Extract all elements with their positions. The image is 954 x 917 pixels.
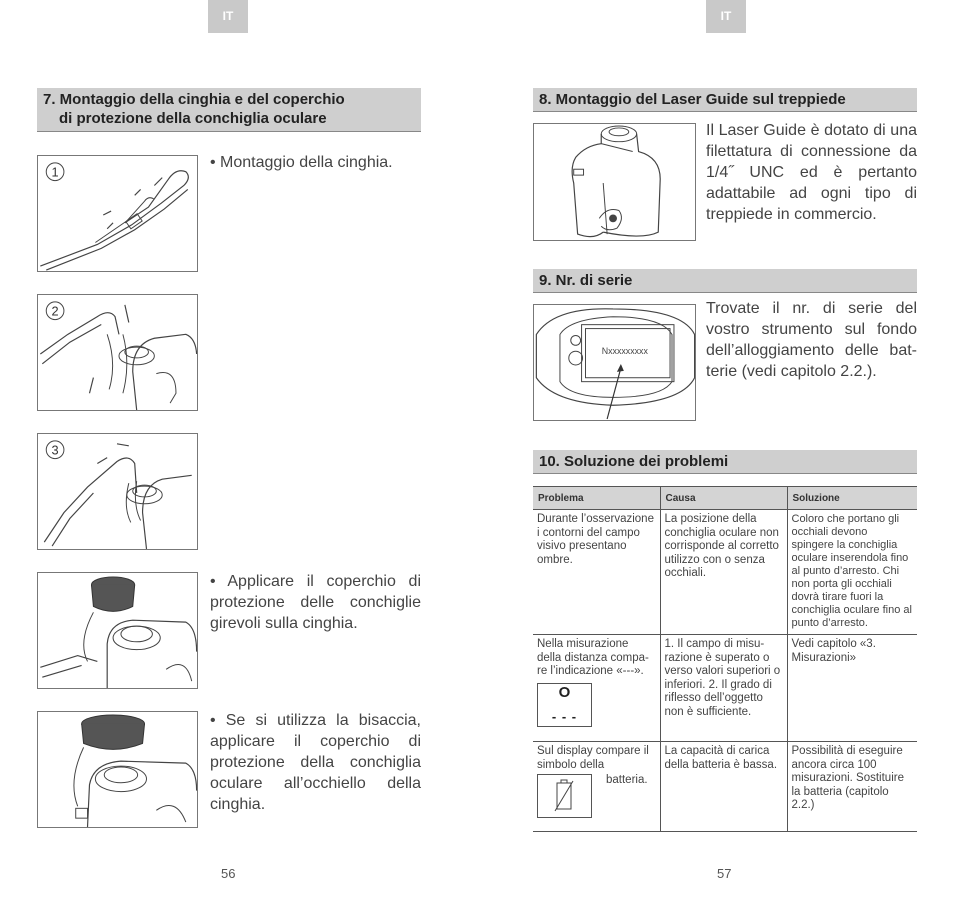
page-number-right: 57 <box>717 866 732 881</box>
header-problem: Problema <box>533 487 660 510</box>
cause-cell: La posizione della conchiglia oculare non corrisponde al corretto utilizzo con o senza occhiali. <box>660 510 787 635</box>
solution-cell: Coloro che portano gli occhiali devono spingere la conchiglia oculare inserendola fino al punto d’arresto. Chi non porta gli occhiali dovrà tirare fuori la conchiglia oculare fino al punto d’arresto. <box>787 510 917 635</box>
bag-cap-illustration <box>38 712 197 827</box>
figure-strap-step-2 <box>37 294 198 411</box>
figure-strap-step-1 <box>37 155 198 272</box>
section-7-title-line1: 7. Montaggio della cinghia e del coperchio <box>43 91 345 108</box>
battery-display-box <box>537 774 592 818</box>
display-o-symbol: O <box>558 683 571 701</box>
header-solution: Soluzione <box>787 487 917 510</box>
table-row <box>533 635 917 742</box>
cause-cell: La capacità di carica della batteria è bassa. <box>660 742 787 832</box>
bag-instruction-text: • Se si utilizza la bisaccia, applicare il coperchio di protezione della conchiglia oculare all’occhiello della cinghia. <box>210 712 421 813</box>
problem-cell <box>533 742 660 832</box>
cause-cell: 1. Il campo di misurazione è superato o verso valori superiori o inferiori. 2. Il grado di riflesso dell’oggetto non è sufficiente. <box>660 635 787 742</box>
step-1-text: • Montaggio della cinghia. <box>210 154 393 171</box>
header-cause: Causa <box>660 487 787 510</box>
strap-illustration-1 <box>38 156 197 271</box>
rangefinder-tripod-illustration <box>534 124 695 240</box>
figure-tripod-mount <box>533 123 696 241</box>
section-8-heading <box>533 88 917 112</box>
table-header-row <box>533 487 917 510</box>
solution-cell: Vedi capitolo «3. Misurazioni» <box>787 635 917 742</box>
solution-cell: Possibilità di eseguire ancora circa 100 misurazioni. Sostituire la batteria (capitolo 2.2.) <box>787 742 917 832</box>
serial-number-label: Nxxxxxxxxx <box>601 346 648 357</box>
section-7-heading <box>37 88 421 132</box>
problem-text-tail: batteria. <box>606 774 648 786</box>
battery-compartment-illustration <box>534 305 695 420</box>
troubleshooting-table <box>533 486 917 832</box>
cap-illustration <box>38 573 197 688</box>
display-readout-box <box>537 683 592 727</box>
section-8-title: 8. Montaggio del Laser Guide sul treppiede <box>539 91 846 108</box>
language-tab-left: IT <box>208 0 248 33</box>
problem-cell <box>533 635 660 742</box>
battery-empty-icon <box>538 775 591 817</box>
section-9-title: 9. Nr. di serie <box>539 272 633 289</box>
step-number-2: 2 <box>51 303 59 319</box>
table-row <box>533 742 917 832</box>
step-number-1: 1 <box>51 164 59 180</box>
step-number-3: 3 <box>51 442 59 458</box>
figure-serial-number <box>533 304 696 421</box>
strap-illustration-3 <box>38 434 197 549</box>
strap-illustration-2 <box>38 295 197 410</box>
cap-instruction-text: • Applicare il coperchio di protezione delle conchiglie girevoli sulla cinghia. <box>210 573 421 632</box>
figure-eyecup-cap <box>37 572 198 689</box>
problem-cell: Durante l’osservazione i contorni del campo visivo presentano ombre. <box>533 510 660 635</box>
section-7-title-line2: di protezione della conchiglia oculare <box>59 110 327 127</box>
language-tab-right: IT <box>706 0 746 33</box>
figure-strap-step-3 <box>37 433 198 550</box>
section-9-text: Trovate il nr. di serie del vostro strumento sul fondo dell’alloggiamento delle batterie (vedi capitolo 2.2.). <box>706 300 917 380</box>
section-8-text: Il Laser Guide è dotato di una filettatura di connessione da 1/4˝ UNC ed è pertanto adattabile ad ogni tipo di treppiede in commercio. <box>706 122 917 223</box>
problem-text: Nella misurazione della distanza compare l’indicazione «---». <box>537 638 649 677</box>
problem-text: Sul display compare il simbolo della <box>537 745 649 771</box>
figure-bag-cap <box>37 711 198 828</box>
page-number-left: 56 <box>221 866 236 881</box>
section-9-heading <box>533 269 917 293</box>
section-10-heading <box>533 450 917 474</box>
display-dashes: - - - <box>551 709 578 724</box>
table-row <box>533 510 917 635</box>
section-10-title: 10. Soluzione dei problemi <box>539 453 729 470</box>
